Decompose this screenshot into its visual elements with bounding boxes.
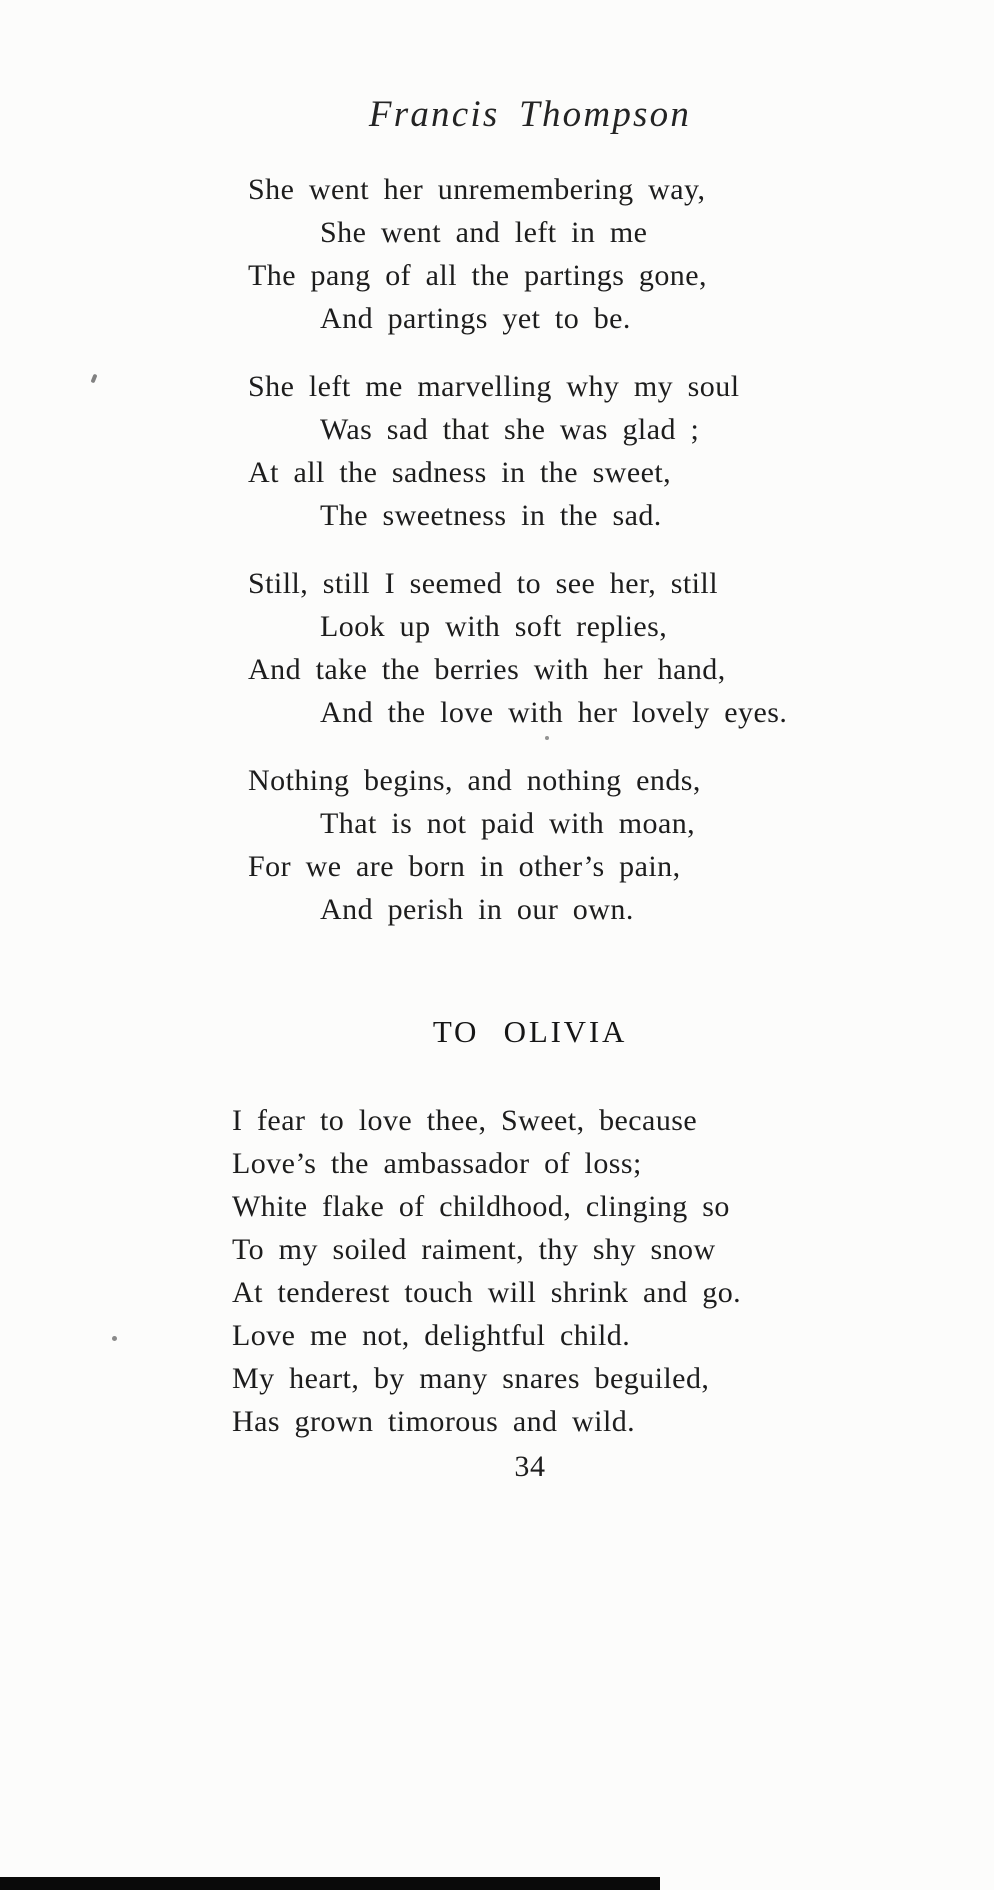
poem-line: She left me marvelling why my soul [248,370,740,403]
poem-line: Has grown timorous and wild. [232,1405,636,1438]
stanza [248,759,830,931]
poem-line: Was sad that she was glad ; [320,413,700,446]
scan-speck [112,1336,117,1341]
poem-to-olivia [232,1099,830,1443]
poem-daisy-excerpt [248,168,830,931]
scan-speck [90,374,97,384]
poem-line: My heart, by many snares beguiled, [232,1362,710,1395]
poem-line: The pang of all the partings gone, [248,259,707,292]
poem-line: The sweetness in the sad. [320,499,662,532]
poem-line: And the love with her lovely eyes. [320,696,788,729]
poem-line: She went and left in me [320,216,648,249]
scan-artifact-bar [0,1877,660,1890]
poem-title: TO OLIVIA [432,1014,628,1049]
poem-line: And take the berries with her hand, [248,653,726,686]
running-header: Francis Thompson [368,94,692,135]
poem-line: At tenderest touch will shrink and go. [232,1276,742,1309]
stanza [248,365,830,537]
text-column [230,0,830,1488]
poem-line: Look up with soft replies, [320,610,668,643]
poem-line: And perish in our own. [320,893,634,926]
poem-line: Still, still I seemed to see her, still [248,567,718,600]
poem-line: And partings yet to be. [320,302,631,335]
poem-line: Nothing begins, and nothing ends, [248,764,701,797]
poem-line: White flake of childhood, clinging so [232,1190,730,1223]
poem-line: To my soiled raiment, thy shy snow [232,1233,716,1266]
stanza [248,562,830,734]
scan-speck [545,736,549,740]
poem-line: Love me not, delightful child. [232,1319,631,1352]
poem-line: For we are born in other’s pain, [248,850,681,883]
poem-line: Love’s the ambassador of loss; [232,1147,642,1180]
poem-line: I fear to love thee, Sweet, because [232,1104,698,1137]
page-number: 34 [514,1450,546,1483]
poem-line: She went her unremembering way, [248,173,706,206]
poem-line: That is not paid with moan, [320,807,696,840]
stanza [248,168,830,340]
poem-line: At all the sadness in the sweet, [248,456,672,489]
